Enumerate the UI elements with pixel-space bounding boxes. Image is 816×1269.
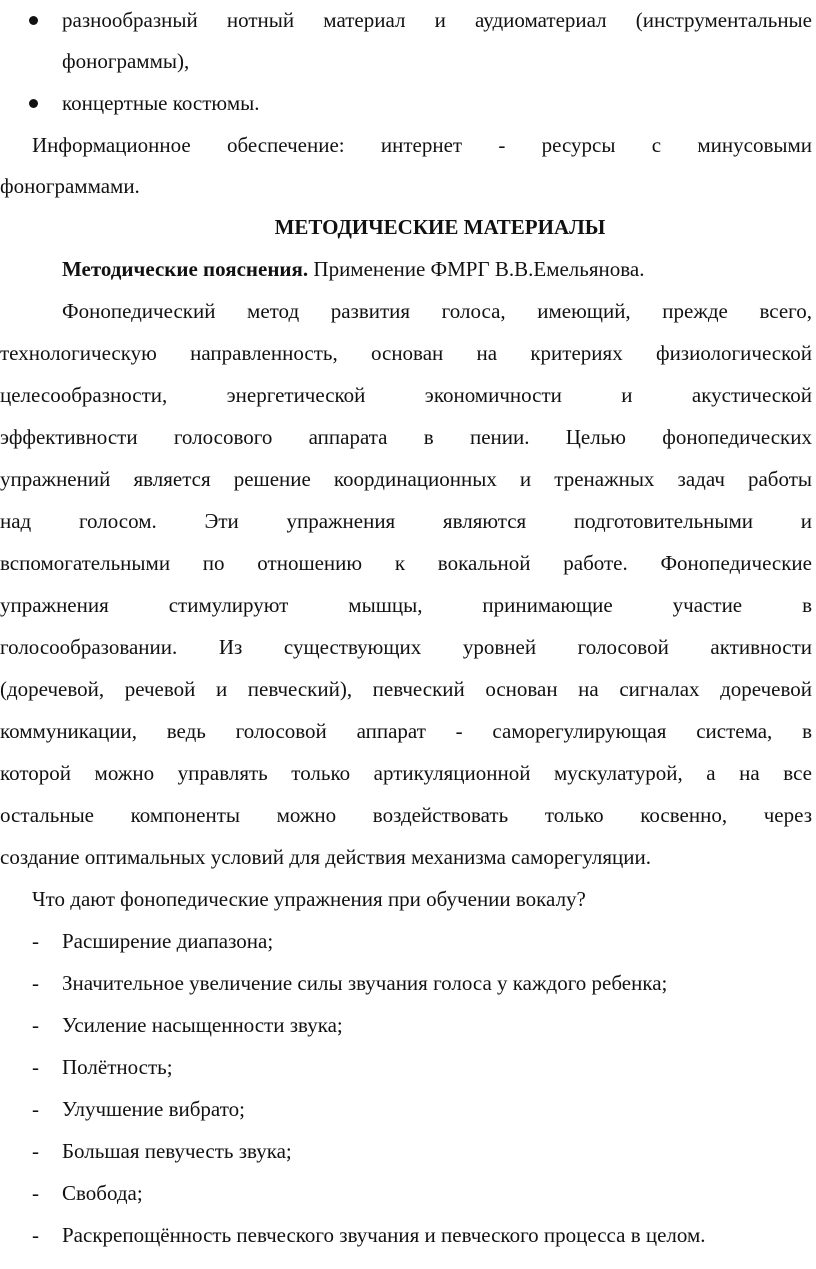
paragraph-line-13: остальные компоненты можно воздействовать только косвенно, через (0, 803, 812, 827)
bullet-2-line-1: концертные костюмы. (62, 91, 260, 115)
list-item: Значительное увеличение силы звучания голоса у каждого ребенка; (62, 971, 668, 995)
paragraph-line-7: вспомогательными по отношению к вокальной работе. Фонопедические (0, 551, 812, 575)
list-dash: - (32, 1181, 39, 1205)
method-note (62, 254, 644, 284)
method-note-label: Методические пояснения. (62, 257, 309, 281)
paragraph-line-11: коммуникации, ведь голосовой аппарат - саморегулирующая система, в (0, 719, 812, 743)
paragraph-line-12: которой можно управлять только артикуляционной мускулатурой, а на все (0, 761, 812, 785)
list-dash: - (32, 1139, 39, 1163)
paragraph-line-2: технологическую направленность, основан на критериях физиологической (0, 341, 812, 365)
paragraph-line-8: упражнения стимулируют мышцы, принимающие участие в (0, 593, 812, 617)
list-item: Полётность; (62, 1055, 173, 1079)
info-line-1: Информационное обеспечение: интернет - ресурсы с минусовыми (32, 133, 812, 157)
paragraph-line-6: над голосом. Эти упражнения являются подготовительными и (0, 509, 812, 533)
list-item: Улучшение вибрато; (62, 1097, 245, 1121)
list-dash: - (32, 1055, 39, 1079)
paragraph-line-3: целесообразности, энергетической экономичности и акустической (0, 383, 812, 407)
bullet-1-line-1: разнообразный нотный материал и аудиоматериал (инструментальные (62, 8, 812, 32)
paragraph-line-14: создание оптимальных условий для действия механизма саморегуляции. (0, 845, 651, 869)
list-dash: - (32, 1223, 39, 1247)
list-item: Раскрепощённость певческого звучания и певческого процесса в целом. (62, 1223, 706, 1247)
question-text: Что дают фонопедические упражнения при обучении вокалу? (32, 887, 586, 911)
bullet-1-line-2: фонограммы), (62, 49, 190, 73)
section-heading: МЕТОДИЧЕСКИЕ МАТЕРИАЛЫ (274, 215, 606, 239)
list-dash: - (32, 1097, 39, 1121)
list-dash: - (32, 971, 39, 995)
paragraph-line-9: голосообразовании. Из существующих уровней голосовой активности (0, 635, 812, 659)
list-dash: - (32, 929, 39, 953)
paragraph-line-5: упражнений является решение координационных и тренажных задач работы (0, 467, 812, 491)
paragraph-line-4: эффективности голосового аппарата в пении. Целью фонопедических (0, 425, 812, 449)
paragraph-line-10: (доречевой, речевой и певческий), певческий основан на сигналах доречевой (0, 677, 812, 701)
list-item: Свобода; (62, 1181, 143, 1205)
list-item: Расширение диапазона; (62, 929, 274, 953)
list-dash: - (32, 1013, 39, 1037)
info-line-2: фонограммами. (0, 174, 140, 198)
bullet-icon (29, 5, 39, 35)
list-item: Усиление насыщенности звука; (62, 1013, 343, 1037)
list-item: Большая певучесть звука; (62, 1139, 292, 1163)
bullet-icon (29, 88, 39, 118)
method-note-text: Применение ФМРГ В.В.Емельянова. (308, 257, 645, 281)
paragraph-line-1: Фонопедический метод развития голоса, имеющий, прежде всего, (62, 299, 812, 323)
